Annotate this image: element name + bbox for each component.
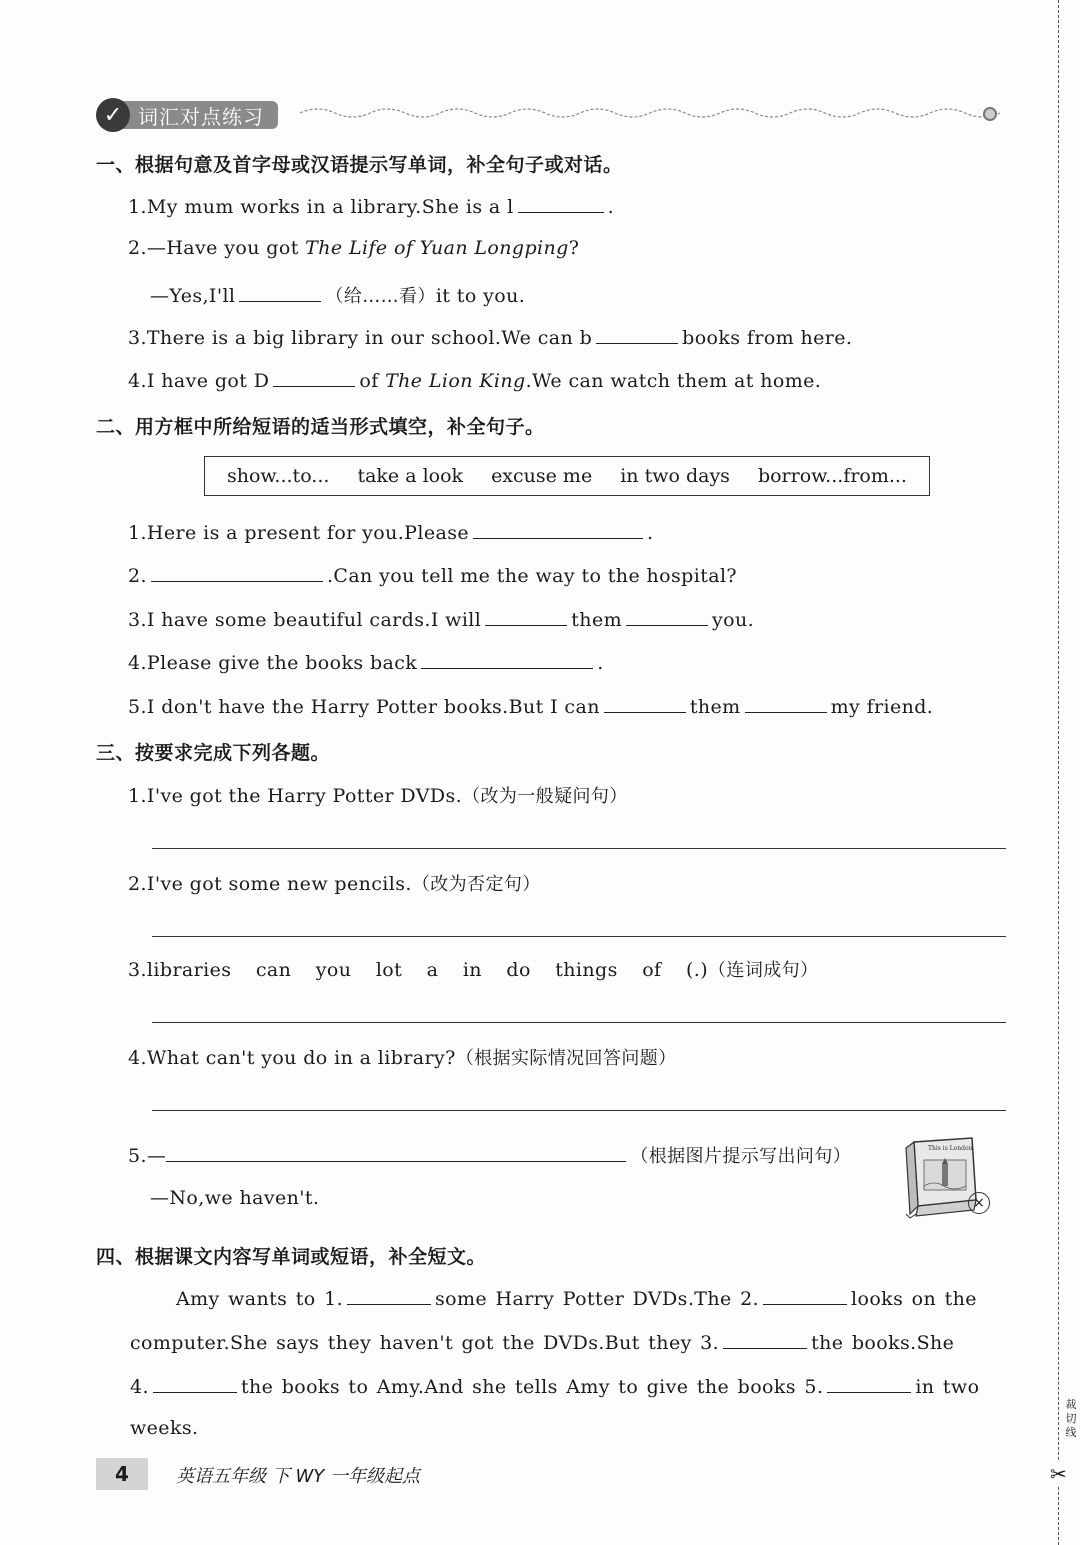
s4-l1-text-2: some Harry Potter DVDs.The 2. bbox=[435, 1288, 759, 1310]
s2-q2-num: 2. bbox=[128, 565, 147, 587]
s3-q3-word: can bbox=[255, 959, 292, 981]
s1-question-1 bbox=[128, 194, 614, 218]
s2-q5-end: my friend. bbox=[830, 696, 934, 718]
s2-q5-text: 5.I don't have the Harry Potter books.But I can bbox=[128, 696, 600, 718]
s3-q3-word: 3.libraries bbox=[128, 959, 232, 981]
scissors-icon: ✂ bbox=[1050, 1462, 1067, 1486]
page-number: 4 bbox=[96, 1458, 148, 1490]
s2-q2-blank[interactable] bbox=[151, 563, 323, 582]
s2-q5-them: them bbox=[689, 696, 741, 718]
s2-q4-text: 4.Please give the books back bbox=[128, 652, 418, 674]
section-badge bbox=[96, 98, 278, 132]
s3-q4-hint: （根据实际情况回答问题） bbox=[455, 1048, 677, 1069]
section-2-heading: 二、用方框中所给短语的适当形式填空，补全句子。 bbox=[96, 416, 545, 438]
s2-question-5 bbox=[128, 694, 933, 718]
s4-passage-line-2 bbox=[130, 1330, 954, 1354]
s1-q4-text: 4.I have got D bbox=[128, 370, 270, 392]
s3-q5-reply: —No,we haven't. bbox=[150, 1187, 320, 1209]
s1-q2r-end: it to you. bbox=[435, 285, 526, 307]
s4-l3-end: in two bbox=[915, 1376, 980, 1398]
s3-q1-hint: （改为一般疑问句） bbox=[462, 786, 628, 807]
s3-q5-num: 5.— bbox=[128, 1145, 167, 1167]
s1-question-4 bbox=[128, 368, 821, 392]
cross-mark-icon: × bbox=[968, 1192, 990, 1214]
book-info: 英语五年级 下 WY 一年级起点 bbox=[176, 1466, 420, 1487]
s2-question-2 bbox=[128, 563, 737, 587]
section-1-heading: 一、根据句意及首字母或汉语提示写单词，补全句子或对话。 bbox=[96, 154, 623, 176]
s3-question-4 bbox=[128, 1044, 677, 1070]
book-title-text: This is London bbox=[928, 1145, 973, 1152]
s2-q5-blank-1[interactable] bbox=[604, 694, 686, 713]
s4-blank-5[interactable] bbox=[827, 1374, 911, 1393]
s2-q3-end: you. bbox=[712, 609, 755, 631]
s1-q3-text: 3.There is a big library in our school.We can b bbox=[128, 327, 593, 349]
cut-line-label: 裁切线 bbox=[1063, 1398, 1079, 1440]
phrase-item: borrow...from... bbox=[757, 465, 907, 487]
s3-q3-word: in bbox=[462, 959, 482, 981]
s3-q3-word: of bbox=[642, 959, 662, 981]
s1-q2r-text: —Yes,I'll bbox=[150, 285, 236, 307]
s4-blank-2[interactable] bbox=[763, 1286, 847, 1305]
s2-q4-blank[interactable] bbox=[421, 650, 593, 669]
london-book-picture bbox=[902, 1136, 978, 1220]
s1-question-2-reply bbox=[150, 282, 525, 308]
s1-q2r-blank[interactable] bbox=[239, 283, 321, 302]
s1-question-2 bbox=[128, 237, 579, 259]
s4-l2-text: computer.She says they haven't got the DVDs.But they 3. bbox=[130, 1332, 720, 1354]
s3-question-5 bbox=[128, 1142, 851, 1168]
s1-q4-blank[interactable] bbox=[273, 368, 355, 387]
s2-q1-blank[interactable] bbox=[473, 520, 643, 539]
phrase-item: excuse me bbox=[491, 465, 593, 487]
s3-question-2 bbox=[128, 870, 541, 896]
s3-q4-text: 4.What can't you do in a library? bbox=[128, 1047, 456, 1069]
s1-question-3 bbox=[128, 325, 852, 349]
s3-q3-word: lot bbox=[375, 959, 403, 981]
s3-q3-word: you bbox=[315, 959, 352, 981]
s3-q3-hint: （连词成句） bbox=[708, 960, 819, 981]
s2-q4-end: . bbox=[597, 652, 604, 674]
s4-blank-4[interactable] bbox=[153, 1374, 237, 1393]
s2-q1-text: 1.Here is a present for you.Please bbox=[128, 522, 470, 544]
phrase-item: show...to... bbox=[227, 465, 330, 487]
phrase-item: in two days bbox=[620, 465, 730, 487]
s1-q3-blank[interactable] bbox=[596, 325, 678, 344]
section-4-heading: 四、根据课文内容写单词或短语，补全短文。 bbox=[96, 1246, 487, 1268]
wavy-divider bbox=[300, 102, 1000, 124]
s1-q4-of: of bbox=[359, 370, 386, 392]
s4-l1-end: looks on the bbox=[851, 1288, 977, 1310]
s4-passage-line-1 bbox=[176, 1286, 977, 1310]
section-3-heading: 三、按要求完成下列各题。 bbox=[96, 742, 331, 764]
cut-line bbox=[1058, 0, 1059, 1545]
divider-end-dot bbox=[983, 107, 997, 121]
s3-q4-answer-line[interactable] bbox=[152, 1110, 1006, 1111]
s4-l3-num: 4. bbox=[130, 1376, 149, 1398]
s3-question-1 bbox=[128, 782, 628, 808]
s2-q5-blank-2[interactable] bbox=[745, 694, 827, 713]
s4-l2-end: the books.She bbox=[811, 1332, 955, 1354]
s2-q3-them: them bbox=[571, 609, 622, 631]
s3-q5-blank[interactable] bbox=[166, 1143, 626, 1162]
badge-title: 词汇对点练习 bbox=[122, 101, 278, 129]
s2-q3-text: 3.I have some beautiful cards.I will bbox=[128, 609, 482, 631]
s3-q1-answer-line[interactable] bbox=[152, 848, 1006, 849]
s3-q3-word: things bbox=[555, 959, 618, 981]
s1-q1-end: . bbox=[607, 196, 615, 218]
s3-q2-answer-line[interactable] bbox=[152, 936, 1006, 937]
s3-q3-word: do bbox=[506, 959, 531, 981]
s4-l3-text: the books to Amy.And she tells Amy to give the books 5. bbox=[240, 1376, 824, 1398]
s3-q2-text: 2.I've got some new pencils. bbox=[128, 873, 412, 895]
s2-q3-blank-1[interactable] bbox=[485, 607, 567, 626]
phrase-box bbox=[204, 456, 930, 496]
s4-blank-3[interactable] bbox=[723, 1330, 807, 1349]
s3-q2-hint: （改为否定句） bbox=[411, 874, 541, 895]
s2-question-4 bbox=[128, 650, 604, 674]
s3-q3-word: a bbox=[426, 959, 439, 981]
s3-q3-answer-line[interactable] bbox=[152, 1022, 1006, 1023]
phrase-item: take a look bbox=[357, 465, 464, 487]
s4-blank-1[interactable] bbox=[347, 1286, 431, 1305]
s3-q3-word: (.) bbox=[685, 959, 709, 981]
s1-q2-text: 2.—Have you got bbox=[128, 237, 306, 259]
s1-q1-text: 1.My mum works in a library.She is a l bbox=[128, 196, 514, 218]
s1-q4-end: .We can watch them at home. bbox=[525, 370, 822, 392]
s1-q2r-hint: （给……看） bbox=[325, 286, 436, 307]
s2-q3-blank-2[interactable] bbox=[626, 607, 708, 626]
s2-q2-text: .Can you tell me the way to the hospital? bbox=[326, 565, 738, 587]
s4-passage-line-4: weeks. bbox=[130, 1417, 199, 1439]
s2-q1-end: . bbox=[647, 522, 654, 544]
checkmark-icon: ✓ bbox=[96, 98, 130, 132]
s4-passage-line-3 bbox=[130, 1374, 979, 1398]
s1-q2-book-title: The Life of Yuan Longping bbox=[305, 237, 569, 259]
s1-q1-blank[interactable] bbox=[518, 194, 604, 213]
s3-q1-text: 1.I've got the Harry Potter DVDs. bbox=[128, 785, 463, 807]
s2-question-3 bbox=[128, 607, 754, 631]
s1-q4-film-title: The Lion King bbox=[385, 370, 526, 392]
s3-question-3 bbox=[128, 956, 818, 982]
s2-question-1 bbox=[128, 520, 653, 544]
s1-q2-end: ? bbox=[568, 237, 580, 259]
s4-l1-text: Amy wants to 1. bbox=[176, 1288, 344, 1310]
s1-q3-end: books from here. bbox=[682, 327, 853, 349]
s3-q5-hint: （根据图片提示写出问句） bbox=[630, 1146, 852, 1167]
